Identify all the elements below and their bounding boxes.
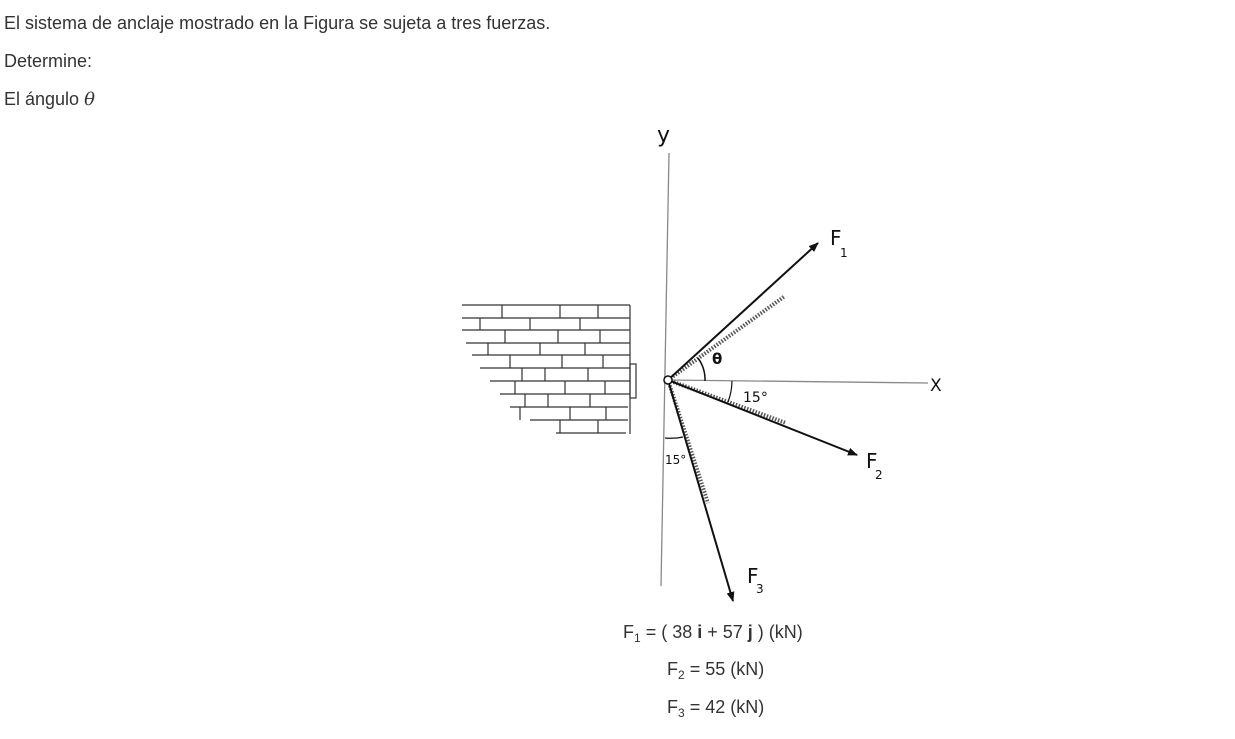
svg-text:3: 3	[756, 582, 764, 596]
angle-arc-f2	[728, 381, 732, 402]
equation-f3: $F_3 = 42$ (kN)	[667, 697, 765, 720]
brick-wall	[462, 305, 636, 434]
svg-text:1: 1	[840, 246, 848, 260]
f2-label	[866, 449, 883, 482]
determine-label: Determine:	[4, 51, 93, 71]
anchor-force-diagram	[440, 115, 960, 615]
svg-text:F: F	[830, 226, 842, 250]
theta-label: θ	[712, 350, 723, 368]
question-prefix: El ángulo	[4, 89, 80, 109]
svg-text:F: F	[866, 449, 878, 473]
svg-text:F: F	[747, 564, 759, 588]
equation-f2: $F_2 = 55$ (kN)	[667, 659, 765, 682]
problem-statement: El sistema de anclaje mostrado en la Figura se sujeta a tres fuerzas.	[4, 13, 551, 33]
y-axis-label: y	[657, 123, 671, 148]
theta-symbol: θ	[84, 89, 95, 110]
theta-arc	[698, 358, 705, 381]
svg-text:2: 2	[875, 468, 883, 482]
question-theta	[4, 88, 95, 111]
force-f1-arrow	[668, 243, 818, 380]
angle-arc-f3	[665, 437, 683, 438]
force-f3-arrow	[668, 380, 733, 601]
angle-f3-label: 15°	[665, 453, 687, 467]
f1-label	[830, 226, 848, 260]
x-axis	[668, 380, 928, 383]
equation-f1: $F_1$ = ( 38 i + 57 j ) (kN)	[623, 622, 803, 645]
angle-f2-label: 15°	[743, 390, 768, 406]
f3-label	[747, 564, 764, 596]
y-axis	[661, 153, 669, 586]
x-axis-label: X	[930, 376, 942, 396]
anchor-point	[664, 376, 672, 384]
